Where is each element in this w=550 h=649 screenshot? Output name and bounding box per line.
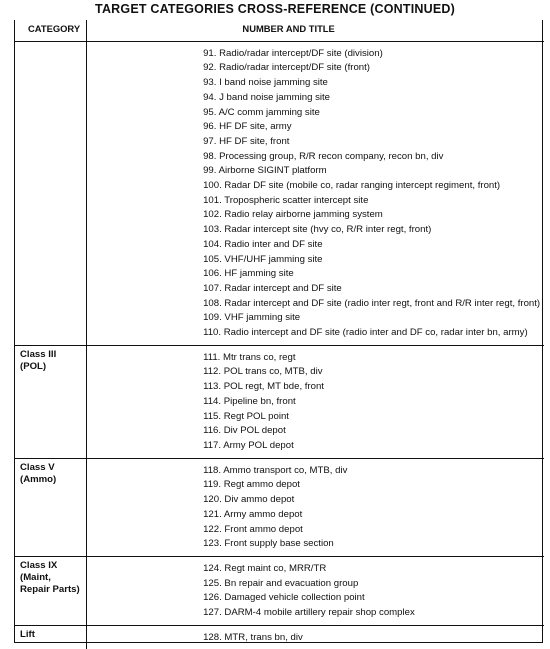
target-list-cell <box>87 625 545 649</box>
list-item: 107. Radar intercept and DF site <box>203 282 342 294</box>
list-item: 96. HF DF site, army <box>203 121 292 133</box>
list-item: 123. Front supply base section <box>203 538 334 550</box>
list-item: 126. Damaged vehicle collection point <box>203 592 365 604</box>
list-item: 119. Regt ammo depot <box>203 479 300 491</box>
list-item: 108. Radar intercept and DF site (radio inter regt, front and R/R inter regt, front) <box>203 297 541 309</box>
category-group <box>14 345 544 458</box>
table-body <box>14 41 544 649</box>
category-label: Class IX (Maint, Repair Parts) <box>14 556 87 625</box>
list-item: 95. A/C comm jamming site <box>203 106 320 118</box>
list-item: 98. Processing group, R/R recon company, recon bn, div <box>203 150 444 162</box>
page-title: TARGET CATEGORIES CROSS-REFERENCE (CONTINUED) <box>95 2 455 16</box>
list-item: 111. Mtr trans co, regt <box>203 351 296 363</box>
category-column-header: CATEGORY <box>14 20 87 41</box>
list-item: 117. Army POL depot <box>203 439 294 451</box>
list-item: 122. Front ammo depot <box>203 523 303 535</box>
list-item: 100. Radar DF site (mobile co, radar ranging intercept regiment, front) <box>203 180 501 192</box>
list-item: 110. Radio intercept and DF site (radio inter and DF co, radar inter bn, army) <box>203 327 528 339</box>
category-group <box>14 41 544 345</box>
list-item: 99. Airborne SIGINT platform <box>203 165 327 177</box>
target-list <box>93 351 540 454</box>
list-item: 94. J band noise jamming site <box>203 91 331 103</box>
table-header-row <box>14 20 544 41</box>
cross-reference-table <box>14 20 544 649</box>
list-item: 115. Regt POL point <box>203 410 289 422</box>
category-group <box>14 556 544 625</box>
target-list <box>93 631 540 646</box>
list-item: 114. Pipeline bn, front <box>203 395 296 407</box>
category-group <box>14 458 544 556</box>
list-item: 113. POL regt, MT bde, front <box>203 381 324 393</box>
target-list <box>93 47 540 341</box>
category-label: Lift <box>14 625 87 649</box>
list-item: 103. Radar intercept site (hvy co, R/R inter regt, front) <box>203 224 432 236</box>
target-list <box>93 464 540 552</box>
list-item: 124. Regt maint co, MRR/TR <box>203 562 327 574</box>
list-item: 93. I band noise jamming site <box>203 77 328 89</box>
list-item: 125. Bn repair and evacuation group <box>203 577 359 589</box>
category-label: Class V (Ammo) <box>14 458 87 556</box>
target-list-cell <box>87 41 545 345</box>
list-item: 120. Div ammo depot <box>203 494 295 506</box>
target-list <box>93 562 540 621</box>
list-item: 102. Radio relay airborne jamming system <box>203 209 383 221</box>
category-label <box>14 41 87 345</box>
target-list-cell <box>87 345 545 458</box>
list-item: 101. Tropospheric scatter intercept site <box>203 194 369 206</box>
list-item: 112. POL trans co, MTB, div <box>203 366 323 378</box>
list-item: 118. Ammo transport co, MTB, div <box>203 464 348 476</box>
target-list-cell <box>87 556 545 625</box>
target-list-cell <box>87 458 545 556</box>
list-item: 105. VHF/UHF jamming site <box>203 253 323 265</box>
list-item: 128. MTR, trans bn, div <box>203 631 303 643</box>
list-item: 91. Radio/radar intercept/DF site (division) <box>203 47 383 59</box>
list-item: 92. Radio/radar intercept/DF site (front) <box>203 62 370 74</box>
category-label: Class III (POL) <box>14 345 87 458</box>
list-item: 121. Army ammo depot <box>203 508 303 520</box>
list-item: 97. HF DF site, front <box>203 135 290 147</box>
list-item: 104. Radio inter and DF site <box>203 238 323 250</box>
category-group <box>14 625 544 649</box>
number-title-column-header: NUMBER AND TITLE <box>87 20 545 41</box>
list-item: 116. Div POL depot <box>203 425 286 437</box>
list-item: 109. VHF jamming site <box>203 312 301 324</box>
list-item: 106. HF jamming site <box>203 268 294 280</box>
list-item: 127. DARM-4 mobile artillery repair shop complex <box>203 607 415 619</box>
